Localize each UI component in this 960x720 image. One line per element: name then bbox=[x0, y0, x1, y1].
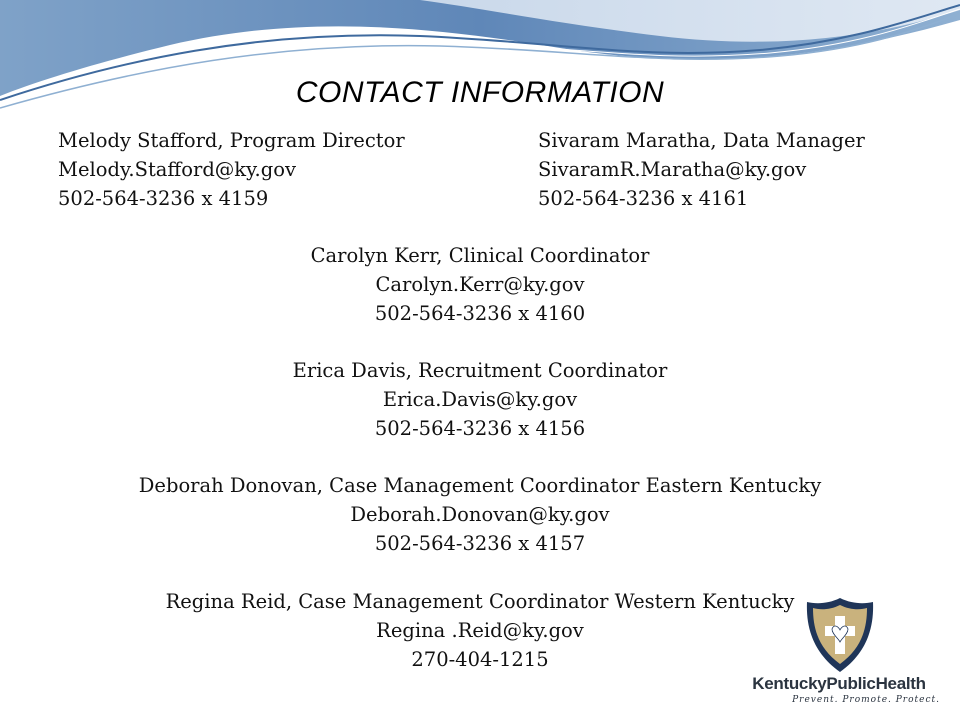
contact-name: Erica Davis, Recruitment Coordinator bbox=[292, 359, 668, 382]
contact-name: Regina Reid, Case Management Coordinator Western Kentucky bbox=[165, 590, 795, 613]
contact-name: Deborah Donovan, Case Management Coordinator Eastern Kentucky bbox=[138, 474, 822, 497]
contact-name: Melody Stafford, Program Director bbox=[58, 129, 405, 152]
contact-phone: 502-564-3236 x 4160 bbox=[374, 302, 586, 325]
contact-name: Carolyn Kerr, Clinical Coordinator bbox=[310, 244, 650, 267]
contact-phone: 502-564-3236 x 4156 bbox=[374, 417, 586, 440]
header-wave-decoration bbox=[0, 0, 960, 130]
contact-deborah-donovan bbox=[0, 471, 960, 558]
logo-tagline: Prevent. Promote. Protect. bbox=[792, 695, 940, 705]
contact-name: Sivaram Maratha, Data Manager bbox=[538, 129, 865, 152]
contact-phone: 270-404-1215 bbox=[411, 648, 549, 671]
contact-erica-davis bbox=[0, 356, 960, 443]
contact-email: Carolyn.Kerr@ky.gov bbox=[375, 273, 585, 296]
contact-phone: 502-564-3236 x 4157 bbox=[374, 532, 586, 555]
contact-email: SivaramR.Maratha@ky.gov bbox=[538, 158, 807, 181]
contact-phone: 502-564-3236 x 4159 bbox=[58, 187, 269, 210]
contact-phone: 502-564-3236 x 4161 bbox=[538, 187, 749, 210]
contact-carolyn-kerr bbox=[0, 241, 960, 328]
slide-title: CONTACT INFORMATION bbox=[295, 76, 665, 109]
contact-sivaram-maratha bbox=[538, 126, 958, 213]
logo-name: KentuckyPublicHealth bbox=[752, 674, 926, 693]
shield-cross-icon bbox=[804, 596, 876, 674]
contact-melody-stafford bbox=[58, 126, 478, 213]
contact-email: Melody.Stafford@ky.gov bbox=[58, 158, 296, 181]
contact-email: Regina .Reid@ky.gov bbox=[376, 619, 584, 642]
contact-email: Erica.Davis@ky.gov bbox=[382, 388, 578, 411]
contact-email: Deborah.Donovan@ky.gov bbox=[350, 503, 610, 526]
kentucky-public-health-logo bbox=[732, 596, 952, 711]
